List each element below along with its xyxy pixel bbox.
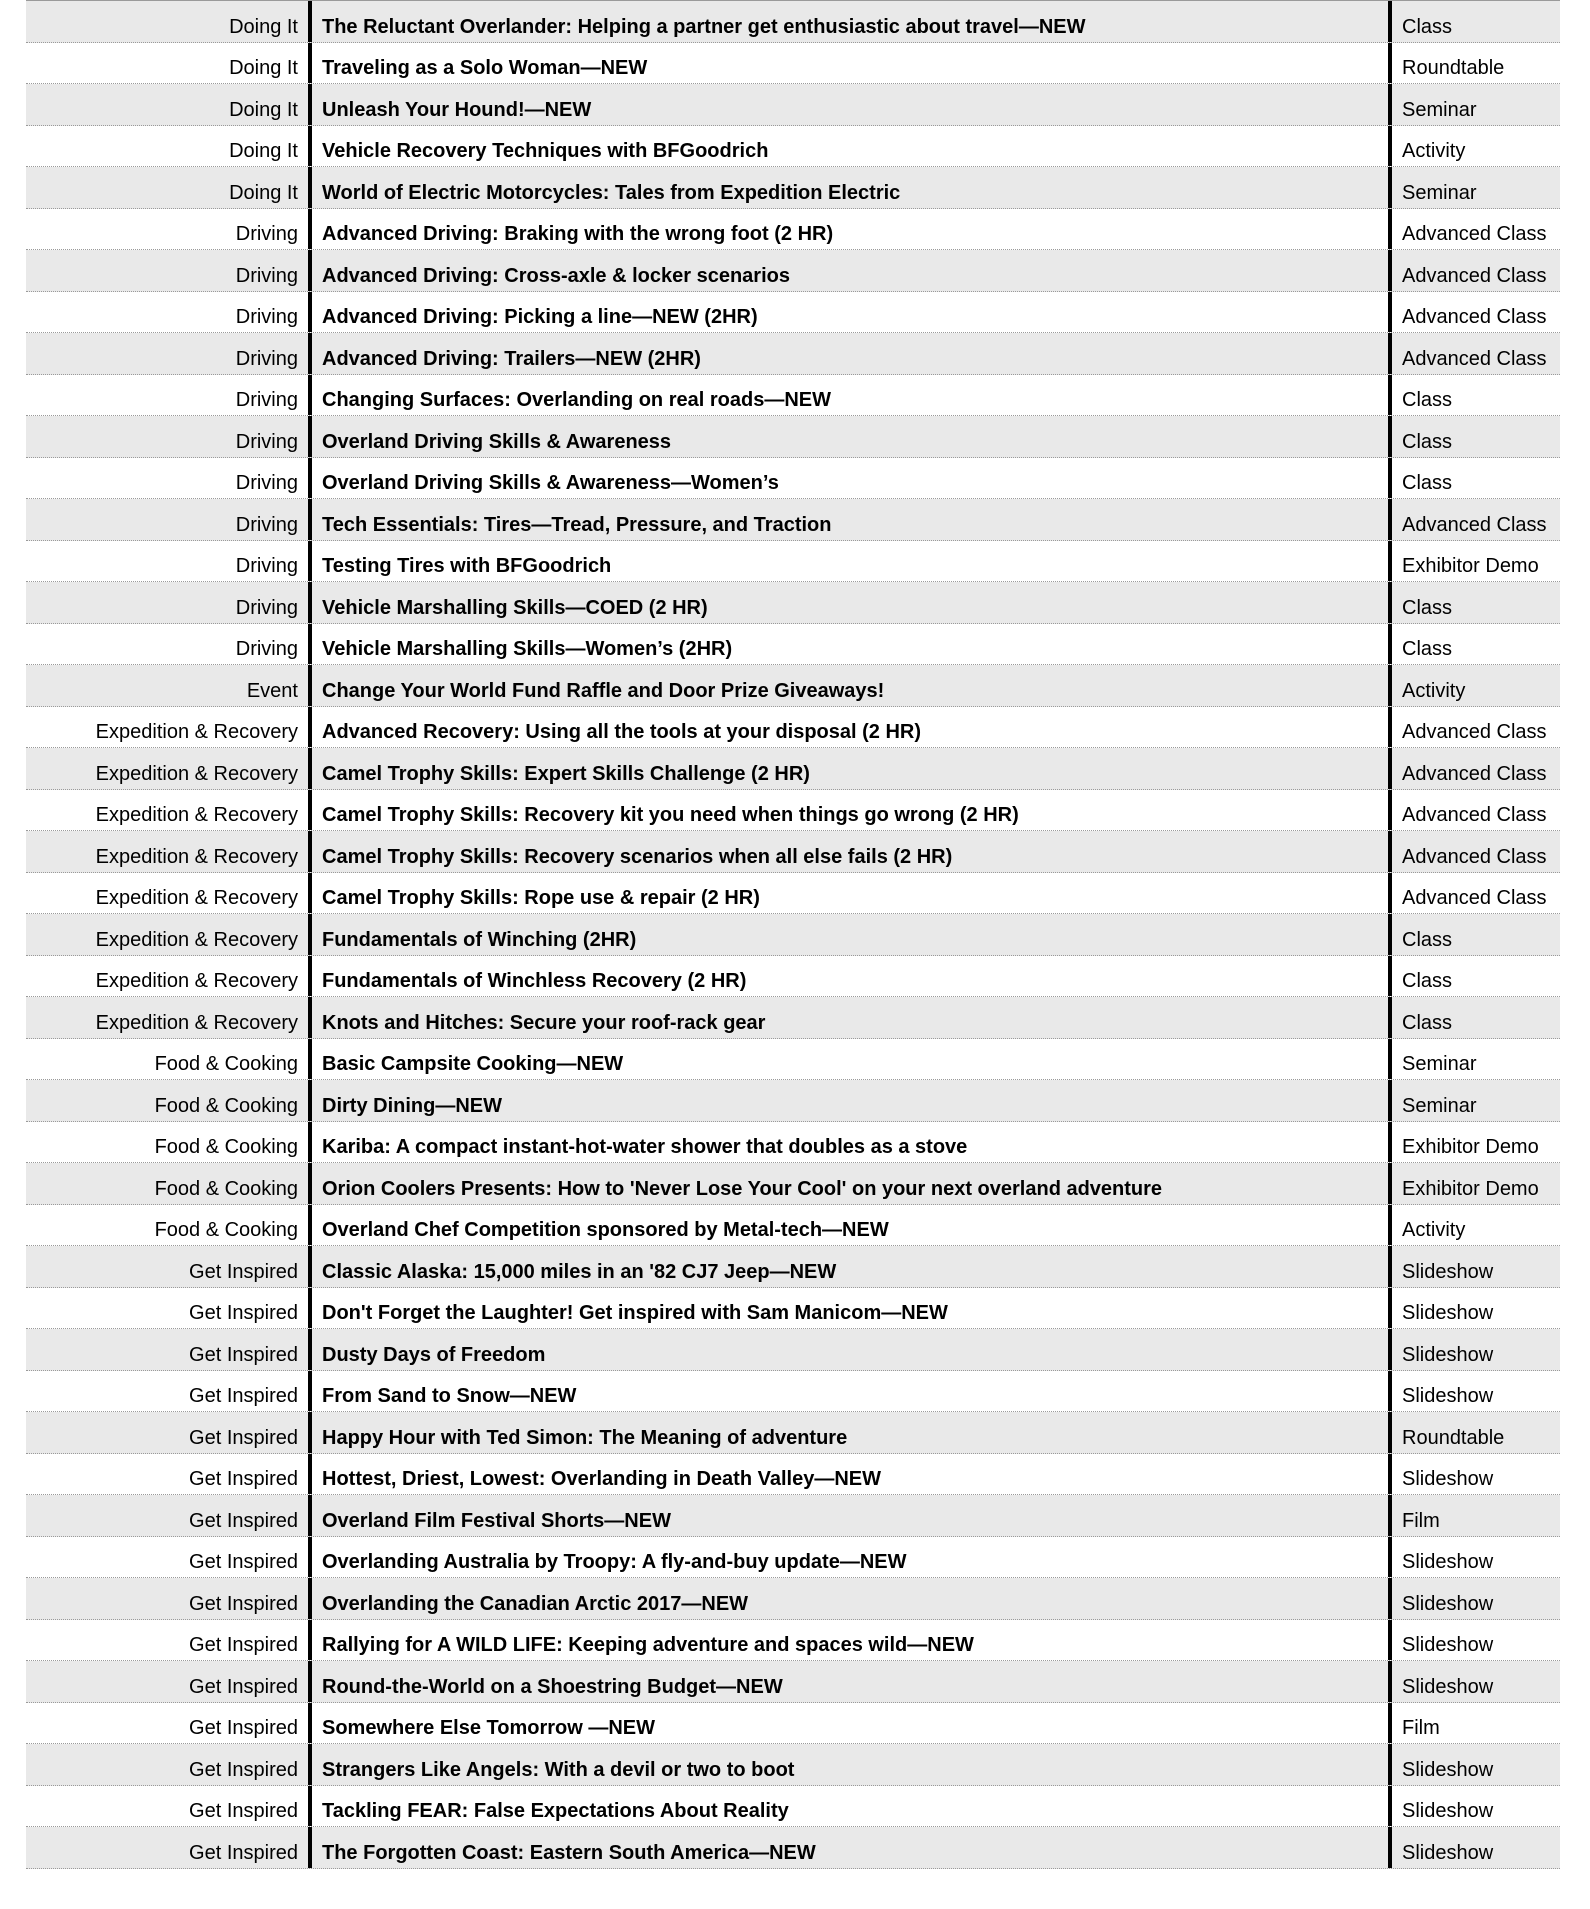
session-title-cell: Overland Film Festival Shorts—NEW — [312, 1495, 1392, 1536]
session-type-cell: Exhibitor Demo — [1402, 1136, 1539, 1158]
session-type-cell: Class — [1402, 15, 1453, 38]
category-cell: Doing It — [26, 1, 312, 42]
session-title-cell: Camel Trophy Skills: Expert Skills Challenge (2 HR) — [312, 748, 1392, 789]
table-row — [26, 582, 1560, 624]
session-title-cell: Unleash Your Hound!—NEW — [312, 84, 1392, 125]
session-type-cell: Advanced Class — [1402, 845, 1547, 868]
session-title-cell: The Forgotten Coast: Eastern South America—NEW — [312, 1827, 1392, 1868]
session-type-cell: Class — [1402, 970, 1453, 992]
category-cell: Get Inspired — [26, 1827, 312, 1868]
category-cell: Get Inspired — [26, 1578, 312, 1619]
category-cell: Expedition & Recovery — [26, 997, 312, 1038]
session-title-cell: Round-the-World on a Shoestring Budget—NEW — [312, 1661, 1392, 1702]
session-title-cell: Dusty Days of Freedom — [312, 1329, 1392, 1370]
table-row — [26, 1454, 1560, 1496]
category-cell: Get Inspired — [26, 1454, 312, 1495]
table-row — [26, 84, 1560, 126]
session-type-cell: Activity — [1402, 140, 1466, 162]
category-cell: Get Inspired — [26, 1412, 312, 1453]
category-cell: Driving — [26, 541, 312, 582]
session-title-cell: Vehicle Marshalling Skills—COED (2 HR) — [312, 582, 1392, 623]
session-type-cell: Slideshow — [1402, 1675, 1494, 1698]
session-title-cell: Don't Forget the Laughter! Get inspired with Sam Manicom—NEW — [312, 1288, 1392, 1329]
session-title-cell: Advanced Driving: Trailers—NEW (2HR) — [312, 333, 1392, 374]
session-type-cell: Film — [1402, 1717, 1440, 1739]
category-cell: Get Inspired — [26, 1661, 312, 1702]
session-title-cell: Change Your World Fund Raffle and Door Prize Giveaways! — [312, 665, 1392, 706]
table-row — [26, 790, 1560, 832]
table-row — [26, 1, 1560, 43]
table-row — [26, 1329, 1560, 1371]
category-cell: Expedition & Recovery — [26, 790, 312, 831]
session-title-cell: Tackling FEAR: False Expectations About Reality — [312, 1786, 1392, 1827]
category-cell: Driving — [26, 292, 312, 333]
table-row — [26, 1661, 1560, 1703]
category-cell: Expedition & Recovery — [26, 748, 312, 789]
session-type-cell: Slideshow — [1402, 1634, 1494, 1656]
table-row — [26, 209, 1560, 251]
session-title-cell: Overland Driving Skills & Awareness—Women’s — [312, 458, 1392, 499]
session-type-cell: Advanced Class — [1402, 762, 1547, 785]
session-type-cell: Class — [1402, 1011, 1453, 1034]
session-type-cell: Advanced Class — [1402, 721, 1547, 743]
session-type-cell: Roundtable — [1402, 57, 1505, 79]
category-cell: Expedition & Recovery — [26, 707, 312, 748]
session-type-cell: Advanced Class — [1402, 223, 1547, 245]
table-row — [26, 665, 1560, 707]
session-type-cell: Advanced Class — [1402, 306, 1547, 328]
category-cell: Get Inspired — [26, 1246, 312, 1287]
session-type-cell: Advanced Class — [1402, 264, 1547, 287]
table-row — [26, 1827, 1560, 1869]
category-cell: Doing It — [26, 167, 312, 208]
table-row — [26, 499, 1560, 541]
session-title-cell: Vehicle Recovery Techniques with BFGoodrich — [312, 126, 1392, 167]
category-cell: Expedition & Recovery — [26, 914, 312, 955]
table-row — [26, 250, 1560, 292]
session-title-cell: The Reluctant Overlander: Helping a partner get enthusiastic about travel—NEW — [312, 1, 1392, 42]
table-row — [26, 1205, 1560, 1247]
session-title-cell: Traveling as a Solo Woman—NEW — [312, 43, 1392, 84]
category-cell: Food & Cooking — [26, 1039, 312, 1080]
session-title-cell: Advanced Driving: Braking with the wrong foot (2 HR) — [312, 209, 1392, 250]
category-cell: Doing It — [26, 43, 312, 84]
table-row — [26, 1744, 1560, 1786]
session-title-cell: Basic Campsite Cooking—NEW — [312, 1039, 1392, 1080]
session-type-cell: Class — [1402, 638, 1453, 660]
table-row — [26, 1412, 1560, 1454]
category-cell: Expedition & Recovery — [26, 956, 312, 997]
session-title-cell: Tech Essentials: Tires—Tread, Pressure, and Traction — [312, 499, 1392, 540]
session-type-cell: Advanced Class — [1402, 887, 1547, 909]
session-title-cell: Knots and Hitches: Secure your roof-rack gear — [312, 997, 1392, 1038]
session-type-cell: Seminar — [1402, 1094, 1477, 1117]
category-cell: Get Inspired — [26, 1288, 312, 1329]
session-title-cell: Rallying for A WILD LIFE: Keeping adventure and spaces wild—NEW — [312, 1620, 1392, 1661]
category-cell: Driving — [26, 582, 312, 623]
table-row — [26, 167, 1560, 209]
session-title-cell: Camel Trophy Skills: Rope use & repair (2 HR) — [312, 873, 1392, 914]
table-row — [26, 1371, 1560, 1413]
table-row — [26, 1039, 1560, 1081]
table-row — [26, 1122, 1560, 1164]
category-cell: Driving — [26, 624, 312, 665]
session-title-cell: Happy Hour with Ted Simon: The Meaning of adventure — [312, 1412, 1392, 1453]
table-row — [26, 458, 1560, 500]
session-type-cell: Slideshow — [1402, 1343, 1494, 1366]
session-type-cell: Slideshow — [1402, 1592, 1494, 1615]
category-cell: Get Inspired — [26, 1329, 312, 1370]
table-row — [26, 292, 1560, 334]
table-row — [26, 416, 1560, 458]
session-type-cell: Seminar — [1402, 181, 1477, 204]
table-row — [26, 1537, 1560, 1579]
session-type-cell: Class — [1402, 389, 1453, 411]
session-type-cell: Exhibitor Demo — [1402, 1177, 1539, 1200]
category-cell: Doing It — [26, 126, 312, 167]
category-cell: Expedition & Recovery — [26, 873, 312, 914]
table-row — [26, 748, 1560, 790]
session-title-cell: Orion Coolers Presents: How to 'Never Lose Your Cool' on your next overland adventure — [312, 1163, 1392, 1204]
table-row — [26, 1703, 1560, 1745]
category-cell: Food & Cooking — [26, 1080, 312, 1121]
category-cell: Get Inspired — [26, 1786, 312, 1827]
schedule-table — [26, 0, 1560, 1869]
session-type-cell: Seminar — [1402, 98, 1477, 121]
table-row — [26, 1246, 1560, 1288]
session-type-cell: Exhibitor Demo — [1402, 555, 1539, 577]
session-title-cell: Advanced Recovery: Using all the tools at your disposal (2 HR) — [312, 707, 1392, 748]
session-type-cell: Class — [1402, 928, 1453, 951]
category-cell: Get Inspired — [26, 1537, 312, 1578]
table-row — [26, 1620, 1560, 1662]
session-type-cell: Advanced Class — [1402, 804, 1547, 826]
category-cell: Doing It — [26, 84, 312, 125]
table-row — [26, 956, 1560, 998]
session-title-cell: Fundamentals of Winching (2HR) — [312, 914, 1392, 955]
session-type-cell: Class — [1402, 596, 1453, 619]
session-title-cell: From Sand to Snow—NEW — [312, 1371, 1392, 1412]
session-type-cell: Class — [1402, 430, 1453, 453]
table-row — [26, 375, 1560, 417]
session-type-cell: Slideshow — [1402, 1260, 1494, 1283]
session-title-cell: Testing Tires with BFGoodrich — [312, 541, 1392, 582]
table-row — [26, 1080, 1560, 1122]
session-type-cell: Class — [1402, 472, 1453, 494]
category-cell: Driving — [26, 375, 312, 416]
session-title-cell: Kariba: A compact instant-hot-water shower that doubles as a stove — [312, 1122, 1392, 1163]
category-cell: Get Inspired — [26, 1620, 312, 1661]
category-cell: Food & Cooking — [26, 1122, 312, 1163]
session-title-cell: Hottest, Driest, Lowest: Overlanding in Death Valley—NEW — [312, 1454, 1392, 1495]
category-cell: Driving — [26, 499, 312, 540]
session-type-cell: Advanced Class — [1402, 347, 1547, 370]
session-type-cell: Roundtable — [1402, 1426, 1505, 1449]
session-type-cell: Advanced Class — [1402, 513, 1547, 536]
category-cell: Expedition & Recovery — [26, 831, 312, 872]
session-title-cell: Classic Alaska: 15,000 miles in an '82 CJ7 Jeep—NEW — [312, 1246, 1392, 1287]
session-title-cell: Camel Trophy Skills: Recovery scenarios when all else fails (2 HR) — [312, 831, 1392, 872]
session-title-cell: Overlanding the Canadian Arctic 2017—NEW — [312, 1578, 1392, 1619]
category-cell: Food & Cooking — [26, 1163, 312, 1204]
session-title-cell: Overlanding Australia by Troopy: A fly-and-buy update—NEW — [312, 1537, 1392, 1578]
category-cell: Get Inspired — [26, 1495, 312, 1536]
session-type-cell: Slideshow — [1402, 1800, 1494, 1822]
session-title-cell: Advanced Driving: Picking a line—NEW (2HR) — [312, 292, 1392, 333]
category-cell: Event — [26, 665, 312, 706]
session-title-cell: Changing Surfaces: Overlanding on real roads—NEW — [312, 375, 1392, 416]
session-title-cell: Fundamentals of Winchless Recovery (2 HR) — [312, 956, 1392, 997]
session-type-cell: Slideshow — [1402, 1841, 1494, 1864]
session-title-cell: Dirty Dining—NEW — [312, 1080, 1392, 1121]
category-cell: Get Inspired — [26, 1371, 312, 1412]
table-row — [26, 1288, 1560, 1330]
session-type-cell: Activity — [1402, 1219, 1466, 1241]
session-title-cell: Advanced Driving: Cross-axle & locker scenarios — [312, 250, 1392, 291]
table-row — [26, 126, 1560, 168]
category-cell: Food & Cooking — [26, 1205, 312, 1246]
session-type-cell: Activity — [1402, 679, 1466, 702]
category-cell: Get Inspired — [26, 1744, 312, 1785]
table-row — [26, 831, 1560, 873]
session-title-cell: Overland Chef Competition sponsored by Metal-tech—NEW — [312, 1205, 1392, 1246]
session-type-cell: Film — [1402, 1509, 1440, 1532]
session-type-cell: Slideshow — [1402, 1551, 1494, 1573]
session-title-cell: Camel Trophy Skills: Recovery kit you need when things go wrong (2 HR) — [312, 790, 1392, 831]
category-cell: Driving — [26, 250, 312, 291]
session-type-cell: Slideshow — [1402, 1758, 1494, 1781]
session-type-cell: Slideshow — [1402, 1302, 1494, 1324]
category-cell: Driving — [26, 333, 312, 374]
table-row — [26, 1163, 1560, 1205]
session-title-cell: Overland Driving Skills & Awareness — [312, 416, 1392, 457]
table-row — [26, 1495, 1560, 1537]
table-row — [26, 873, 1560, 915]
session-title-cell: World of Electric Motorcycles: Tales from Expedition Electric — [312, 167, 1392, 208]
table-row — [26, 43, 1560, 85]
table-row — [26, 624, 1560, 666]
session-title-cell: Strangers Like Angels: With a devil or two to boot — [312, 1744, 1392, 1785]
table-row — [26, 1786, 1560, 1828]
category-cell: Driving — [26, 416, 312, 457]
table-row — [26, 997, 1560, 1039]
session-title-cell: Somewhere Else Tomorrow —NEW — [312, 1703, 1392, 1744]
session-title-cell: Vehicle Marshalling Skills—Women’s (2HR) — [312, 624, 1392, 665]
table-row — [26, 541, 1560, 583]
table-row — [26, 1578, 1560, 1620]
session-type-cell: Slideshow — [1402, 1468, 1494, 1490]
session-type-cell: Slideshow — [1402, 1385, 1494, 1407]
table-row — [26, 333, 1560, 375]
category-cell: Driving — [26, 458, 312, 499]
category-cell: Driving — [26, 209, 312, 250]
table-row — [26, 707, 1560, 749]
table-row — [26, 914, 1560, 956]
category-cell: Get Inspired — [26, 1703, 312, 1744]
session-type-cell: Seminar — [1402, 1053, 1477, 1075]
